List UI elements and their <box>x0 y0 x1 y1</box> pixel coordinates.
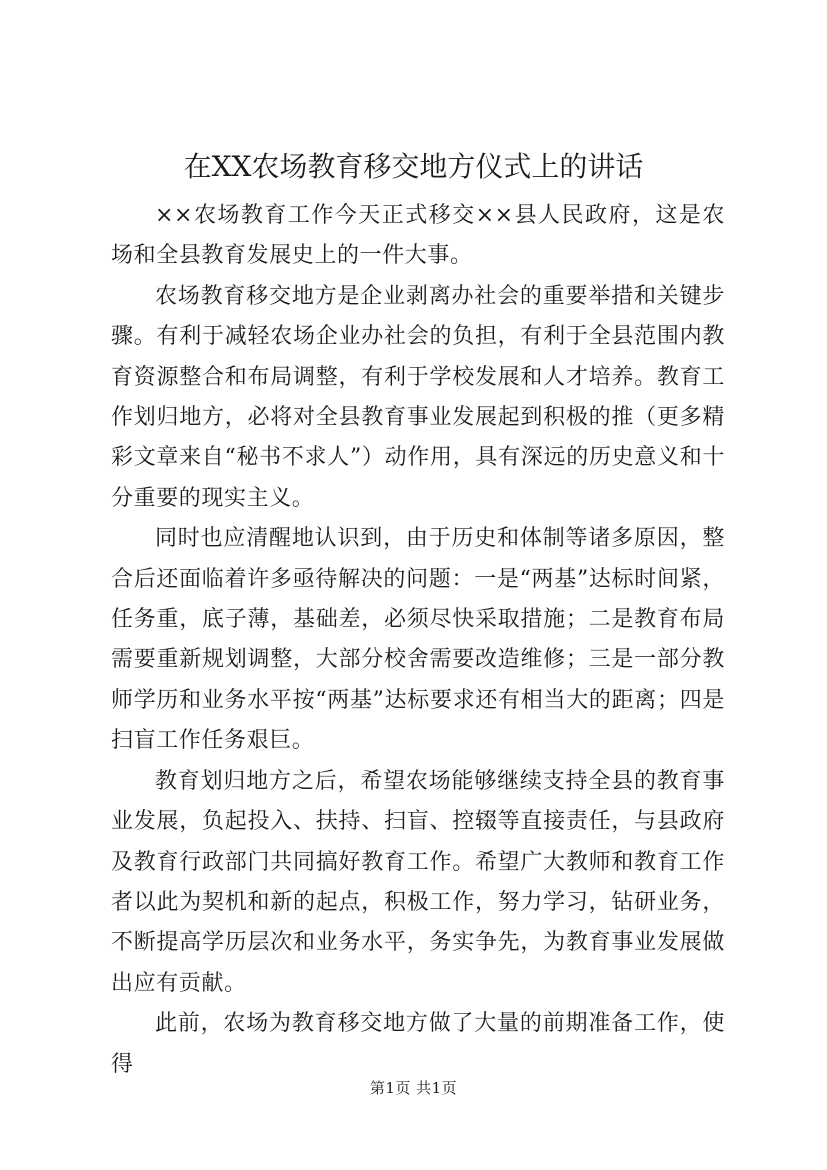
page-footer: 第1页 共1页 <box>369 1079 458 1097</box>
paragraph-5: 此前，农场为教育移交地方做了大量的前期准备工作，使得 <box>111 1011 725 1077</box>
document-title: 在XX农场教育移交地方仪式上的讲话 <box>183 150 644 183</box>
paragraph-2: 农场教育移交地方是企业剥离办社会的重要举措和关键步骤。有利于减轻农场企业办社会的负担，有利于全县范围内教育资源整合和布局调整，有利于学校发展和人才培养。教育工作划归地方，必将对全县教育事业发展起到积极的推（更多精彩文章来自“秘书不求人”）动作用，具有深远的历史意义和十分重要的现实主义。 <box>111 283 725 511</box>
paragraph-4: 教育划归地方之后，希望农场能够继续支持全县的教育事业发展，负起投入、扶持、扫盲、控辍等直接责任，与县政府及教育行政部门共同搞好教育工作。希望广大教师和教育工作者以此为契机和新的起点，积极工作，努力学习，钻研业务，不断提高学历层次和业务水平，务实争先，为教育事业发展做出应有贡献。 <box>111 768 725 996</box>
paragraph-3: 同时也应清醒地认识到，由于历史和体制等诸多原因，整合后还面临着许多亟待解决的问题：一是“两基”达标时间紧，任务重，底子薄，基础差，必须尽快采取措施；二是教育布局需要重新规划调整，大部分校舍需要改造维修；三是一部分教师学历和业务水平按“两基”达标要求还有相当大的距离；四是扫盲工作任务艰巨。 <box>111 526 725 754</box>
paragraph-1: ××农场教育工作今天正式移交××县人民政府，这是农场和全县教育发展史上的一件大事。 <box>111 203 725 269</box>
document-body <box>111 196 725 1085</box>
